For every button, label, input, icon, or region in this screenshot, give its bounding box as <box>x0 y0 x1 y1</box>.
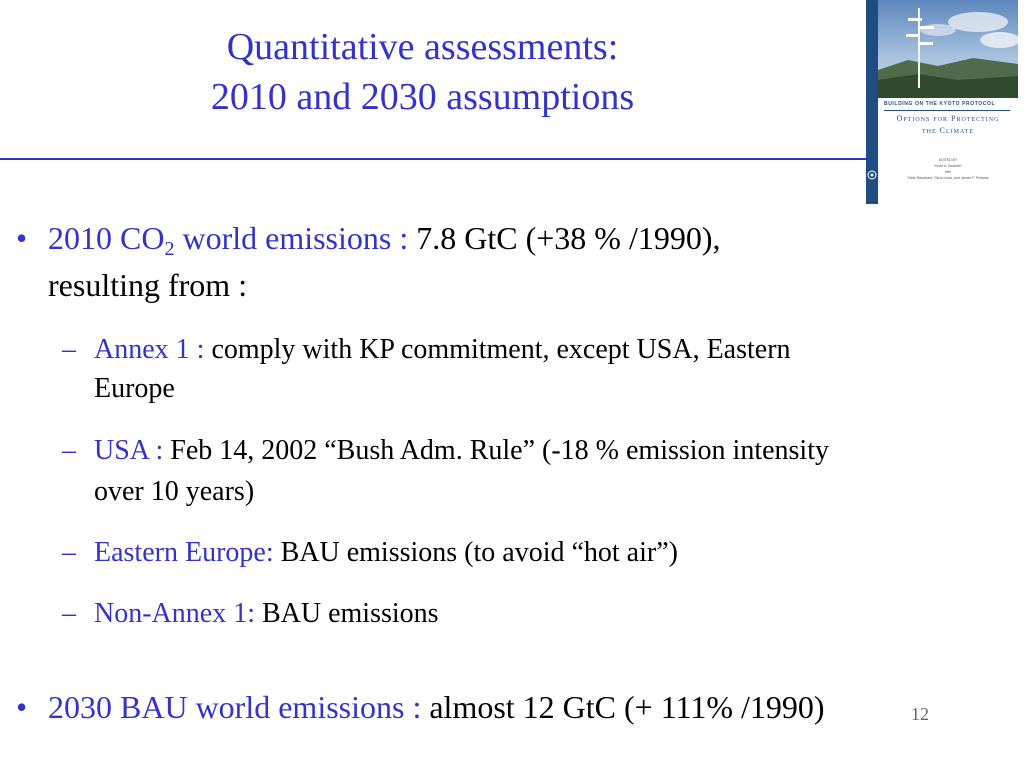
sub-bullet-dash: – <box>62 435 76 466</box>
sub-bullet-non-annex-1-label: Non-Annex 1: <box>94 598 262 629</box>
book-cover-edited-by: EDITED BY <box>938 158 958 162</box>
book-cover-with: with <box>944 170 952 174</box>
bullet-2010-continuation-text: resulting from : <box>48 267 248 303</box>
sub-bullet-usa-continuation-text: over 10 years) <box>94 476 255 507</box>
slide-title-line-1: Quantitative assessments: <box>226 26 619 68</box>
slide-title-line-2: 2010 and 2030 assumptions <box>210 76 635 118</box>
bullet-2010-text <box>48 215 720 261</box>
sub-bullet-non-annex-1-text: BAU emissions <box>261 598 439 629</box>
sub-bullet-dash: – <box>62 598 76 629</box>
sub-bullet-annex-1-continuation-text: Europe <box>94 373 175 404</box>
bullet-2030-text <box>48 684 825 730</box>
slide-title <box>0 22 845 122</box>
publisher-logo-icon <box>867 170 877 180</box>
book-cover-title-line-1: Options for Protecting <box>896 114 1000 123</box>
bullet-2010-value: 7.8 GtC (+38 % /1990), <box>416 220 721 256</box>
book-cover-title-line-2: the Climate <box>922 126 974 135</box>
sub-bullet-dash: – <box>62 537 76 568</box>
bullet-2030-label: 2030 BAU world emissions : <box>48 689 430 725</box>
bullet-2010-label-subscript: 2 <box>164 238 175 260</box>
bullet-2010-label-prefix: 2010 CO <box>48 220 165 256</box>
sub-bullet-annex-1-label: Annex 1 : <box>94 334 212 365</box>
bullet-2010-label-suffix: world emissions : <box>174 220 417 256</box>
bullet-marker: • <box>16 689 28 725</box>
book-cover-series: BUILDING ON THE KYOTO PROTOCOL <box>884 101 996 107</box>
sub-bullet-usa-text: Feb 14, 2002 “Bush Adm. Rule” (-18 % emission intensity <box>170 435 829 466</box>
sub-bullet-eastern-europe-label: Eastern Europe: <box>94 537 281 568</box>
page-number: 12 <box>911 704 929 724</box>
sub-bullet-usa-label: USA : <box>94 435 171 466</box>
book-cover-editor: Kevin A. Baumert <box>934 164 962 168</box>
sub-bullet-eastern-europe-text: BAU emissions (to avoid “hot air”) <box>280 537 678 568</box>
title-divider <box>0 158 866 160</box>
sub-bullet-annex-1-text: comply with KP commitment, except USA, Eastern <box>211 334 791 365</box>
sub-bullet-dash: – <box>62 334 76 365</box>
book-cover-rule <box>884 110 1010 111</box>
bullet-2030-value: almost 12 GtC (+ 111% /1990) <box>429 689 825 725</box>
book-cover-image <box>866 0 1018 204</box>
book-cover-photo <box>878 0 1018 98</box>
book-cover-title <box>880 113 1016 137</box>
book-cover-editors: Odile Blanchard, Silvia Llosa, and James F. Perkaus <box>907 176 989 180</box>
bullet-marker: • <box>16 220 28 256</box>
